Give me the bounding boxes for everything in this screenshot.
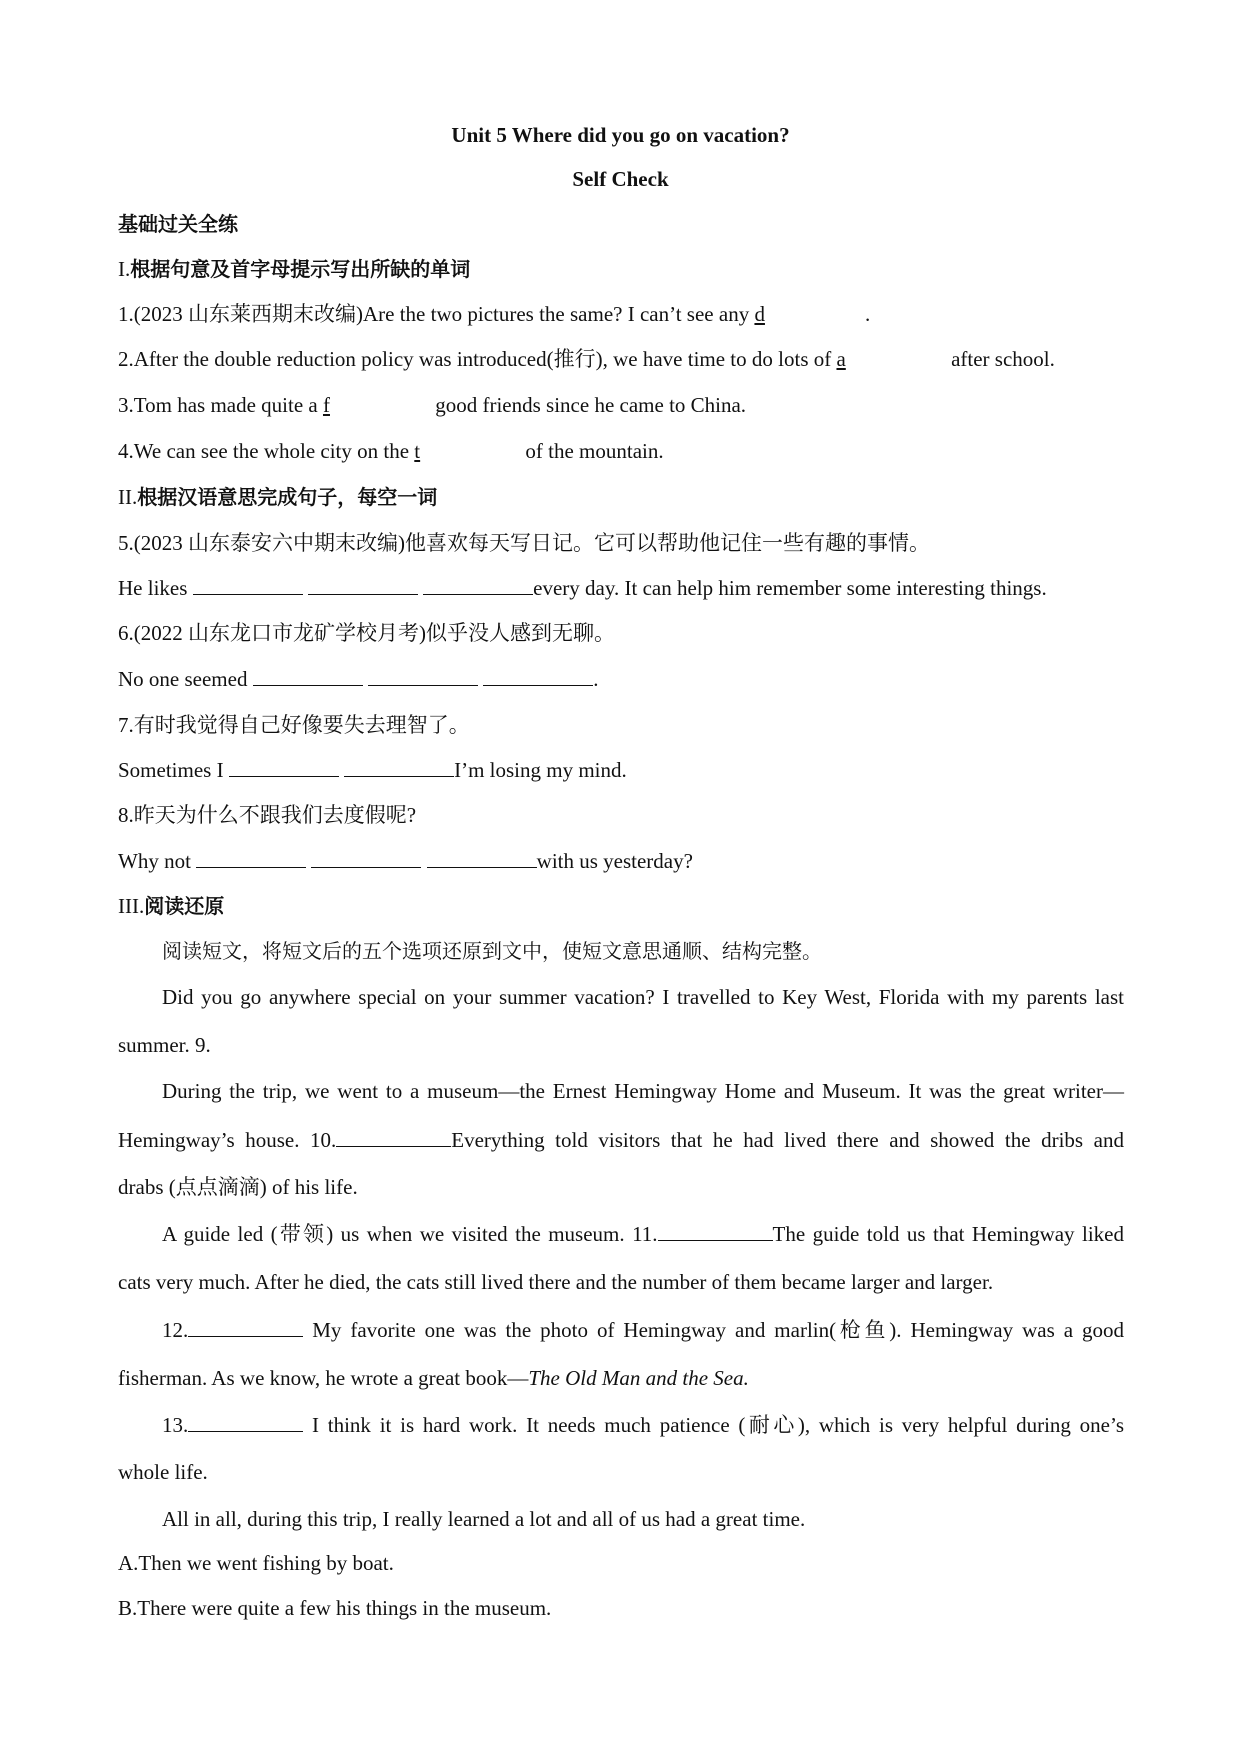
q6-blank-1[interactable] xyxy=(253,667,363,686)
q8-blank-1[interactable] xyxy=(196,849,306,868)
section-main-heading: 基础过关全练 xyxy=(118,212,238,236)
q5-blank-3[interactable] xyxy=(423,576,533,595)
question-7-chinese: 7.有时我觉得自己好像要失去理智了。 xyxy=(118,713,470,737)
reading-instruction: 阅读短文，将短文后的五个选项还原到文中，使短文意思通顺、结构完整。 xyxy=(162,939,822,963)
passage-p1-line2: summer. 9. xyxy=(118,1033,211,1057)
q3-blank[interactable] xyxy=(323,393,430,417)
blank-10[interactable] xyxy=(336,1128,451,1147)
p2-text-after: Everything told visitors that he had lived there and showed the dribs and xyxy=(451,1128,1124,1152)
part1-heading-num: I. xyxy=(118,257,131,281)
passage-p5-line1 xyxy=(118,1413,1124,1437)
part3-heading-text: 阅读还原 xyxy=(144,894,225,918)
q1-end: . xyxy=(864,302,871,326)
q8-text: Why not xyxy=(118,849,197,873)
q4-end: of the mountain. xyxy=(520,439,664,463)
passage-p5-line2: whole life. xyxy=(118,1460,208,1484)
page-subtitle: Self Check xyxy=(572,167,669,191)
part1-heading xyxy=(118,257,470,281)
question-1 xyxy=(118,302,870,326)
q7-blank-1[interactable] xyxy=(229,758,339,777)
page-title: Unit 5 Where did you go on vacation? xyxy=(451,123,790,147)
q1-letter: d xyxy=(754,302,765,326)
q5-text: He likes xyxy=(118,576,193,600)
q5-end: every day. It can help him remember some interesting things. xyxy=(533,576,1047,600)
q3-end: good friends since he came to China. xyxy=(429,393,747,417)
option-b: B.There were quite a few his things in the museum. xyxy=(118,1596,552,1620)
q2-letter: a xyxy=(836,347,846,371)
question-7-english xyxy=(118,758,627,782)
p4-text-2: fisherman. As we know, he wrote a great book— xyxy=(118,1366,529,1390)
passage-p4-line2 xyxy=(118,1366,749,1390)
q1-blank[interactable] xyxy=(754,302,865,326)
part1-heading-text: 根据句意及首字母提示写出所缺的单词 xyxy=(130,257,471,281)
question-8-english xyxy=(118,849,693,873)
p2-text: Hemingway’s house. 10. xyxy=(118,1128,337,1152)
book-title: The Old Man and the Sea. xyxy=(528,1366,749,1390)
part2-heading-text: 根据汉语意思完成句子，每空一词 xyxy=(137,485,438,509)
part2-heading-num: II. xyxy=(118,485,138,509)
question-6-english xyxy=(118,667,598,691)
p3-text-after: The guide told us that Hemingway liked xyxy=(772,1222,1124,1246)
part3-heading-num: III. xyxy=(118,894,145,918)
q6-end: . xyxy=(593,667,599,691)
q3-letter: f xyxy=(322,393,330,417)
q4-letter: t xyxy=(414,439,421,463)
blank-11[interactable] xyxy=(658,1222,773,1241)
q6-text: No one seemed xyxy=(118,667,253,691)
q2-text: 2.After the double reduction policy was introduced(推行), we have time to do lots of xyxy=(118,347,837,371)
q7-blank-2[interactable] xyxy=(344,758,454,777)
q7-end: I’m losing my mind. xyxy=(454,758,627,782)
q8-blank-3[interactable] xyxy=(427,849,537,868)
question-6-chinese: 6.(2022 山东龙口市龙矿学校月考)似乎没人感到无聊。 xyxy=(118,621,615,645)
q6-blank-2[interactable] xyxy=(368,667,478,686)
q6-blank-3[interactable] xyxy=(483,667,593,686)
q2-end: after school. xyxy=(945,347,1055,371)
option-a: A.Then we went fishing by boat. xyxy=(118,1551,394,1575)
passage-p3-line2: cats very much. After he died, the cats still lived there and the number of them became larger and larger. xyxy=(118,1270,994,1294)
q8-end: with us yesterday? xyxy=(536,849,693,873)
passage-p4-line1 xyxy=(118,1318,1124,1342)
question-5-chinese: 5.(2023 山东泰安六中期末改编)他喜欢每天写日记。它可以帮助他记住一些有趣的事情。 xyxy=(118,531,930,555)
part3-heading xyxy=(118,894,224,918)
p4-num: 12. xyxy=(162,1318,189,1342)
q4-blank[interactable] xyxy=(414,439,520,463)
q5-blank-1[interactable] xyxy=(193,576,303,595)
q7-text: Sometimes I xyxy=(118,758,229,782)
blank-13[interactable] xyxy=(188,1413,303,1432)
q4-text: 4.We can see the whole city on the xyxy=(118,439,415,463)
q1-text: 1.(2023 山东莱西期末改编)Are the two pictures the same? I can’t see any xyxy=(118,302,755,326)
part2-heading xyxy=(118,485,437,509)
passage-p2-line2 xyxy=(118,1128,1124,1152)
question-2 xyxy=(118,347,1055,371)
question-5-english xyxy=(118,576,1047,600)
question-4 xyxy=(118,439,664,463)
q3-text: 3.Tom has made quite a xyxy=(118,393,323,417)
passage-p1-line1: Did you go anywhere special on your summer vacation? I travelled to Key West, Florida with my parents last xyxy=(162,985,1124,1009)
passage-p2-line3: drabs (点点滴滴) of his life. xyxy=(118,1175,358,1199)
blank-12[interactable] xyxy=(188,1318,303,1337)
question-8-chinese: 8.昨天为什么不跟我们去度假呢? xyxy=(118,803,417,827)
p5-text: I think it is hard work. It needs much patience (耐心), which is very helpful during one’s xyxy=(303,1413,1124,1437)
passage-p2-line1: During the trip, we went to a museum—the Ernest Hemingway Home and Museum. It was the great writer— xyxy=(162,1079,1124,1103)
p3-text: A guide led (带领) us when we visited the museum. 11. xyxy=(162,1222,658,1246)
passage-p6: All in all, during this trip, I really learned a lot and all of us had a great time. xyxy=(162,1507,806,1531)
passage-p3-line1 xyxy=(118,1222,1124,1246)
p4-text: My favorite one was the photo of Hemingway and marlin(枪鱼). Hemingway was a good xyxy=(303,1318,1124,1342)
q5-blank-2[interactable] xyxy=(308,576,418,595)
p5-num: 13. xyxy=(162,1413,189,1437)
q2-blank[interactable] xyxy=(836,347,945,371)
q8-blank-2[interactable] xyxy=(311,849,421,868)
question-3 xyxy=(118,393,746,417)
